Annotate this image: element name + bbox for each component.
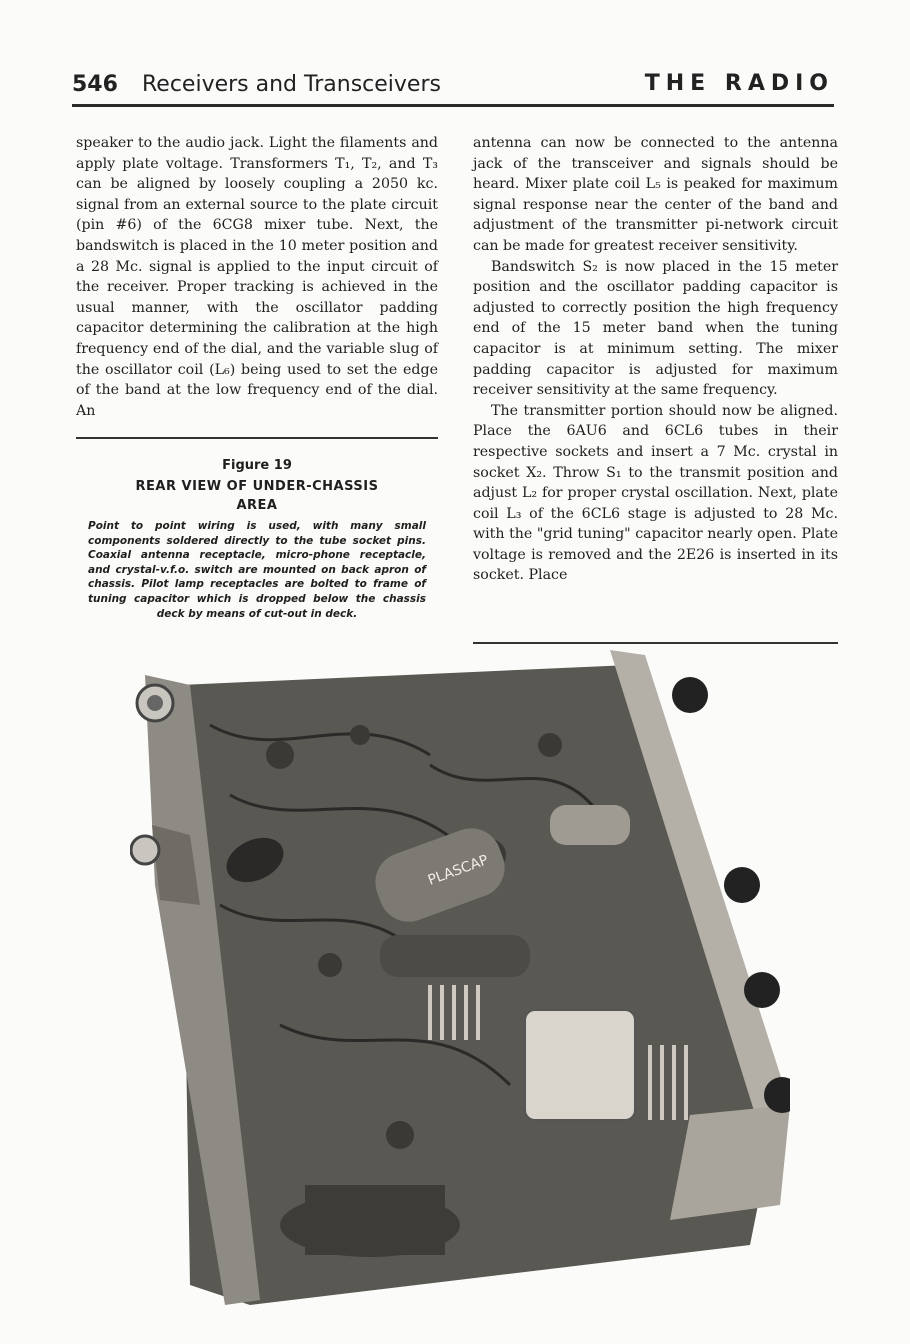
running-header bbox=[72, 68, 834, 104]
figure-number: Figure 19 bbox=[222, 458, 292, 473]
svg-text:PLASCAP: PLASCAP bbox=[425, 852, 491, 889]
right-column-rule bbox=[473, 642, 838, 644]
right-column bbox=[473, 133, 838, 586]
book-title: THE RADIO bbox=[644, 71, 834, 96]
header-rule bbox=[72, 104, 834, 107]
right-paragraph-1: antenna can now be connected to the antenna jack of the transceiver and signals should be heard. Mixer plate coil L₅ is peaked for maximum signal response near the center of the band and adjustment of the transmitter pi-network circuit can be made for greatest receiver sensitivity. bbox=[473, 135, 838, 254]
left-column-rule bbox=[76, 437, 438, 439]
left-paragraph-1: speaker to the audio jack. Light the filaments and apply plate voltage. Transformers T₁, T₂, and T₃ can be aligned by loosely coupling a 2050 kc. signal from an external source to the plate circuit (pin #6) of the 6CG8 mixer tube. Next, the bandswitch is placed in the 10 meter position and a 28 Mc. signal is applied to the input circuit of the receiver. Proper tracking is achieved in the usual manner, with the oscillator padding capacitor determining the calibration at the high frequency end of the dial, and the variable slug of the oscillator coil (L₆) being used to set the edge of the band at the low frequency end of the dial. An bbox=[76, 135, 438, 419]
figure-title-line-1: REAR VIEW OF UNDER-CHASSIS bbox=[135, 479, 379, 494]
page-number: 546 bbox=[72, 72, 118, 97]
figure-title-line-2: AREA bbox=[236, 498, 278, 513]
right-paragraph-2: Bandswitch S₂ is now placed in the 15 meter position and the oscillator padding capacitor is adjusted to correctly position the high frequency end of the 15 meter band when the tuning capacitor is at minimum setting. The mixer padding capacitor is adjusted for maximum receiver sensitivity at the same frequency. bbox=[473, 258, 838, 399]
right-paragraph-3: The transmitter portion should now be aligned. Place the 6AU6 and 6CL6 tubes in their respective sockets and insert a 7 Mc. crystal in socket X₂. Throw S₁ to the transmit position and adjust L₂ for proper crystal oscillation. Next, plate coil L₃ of the 6CL6 stage is adjusted to 28 Mc. with the "grid tuning" capacitor nearly open. Plate voltage is removed and the 2E26 is inserted in its socket. Place bbox=[473, 402, 838, 584]
chassis-photo bbox=[130, 645, 790, 1310]
figure-caption bbox=[76, 458, 438, 621]
figure-caption-text: Point to point wiring is used, with many small components soldered directly to the tube socket pins. Coaxial antenna receptacle, micro-phone receptacle, and crystal-v.f.o. switch are mounted on back apron of chassis. Pilot lamp receptacles are bolted to frame of tuning capacitor which is dropped below the chassis deck by means of cut-out in deck. bbox=[88, 520, 426, 620]
left-column bbox=[76, 133, 438, 421]
section-title: Receivers and Transceivers bbox=[142, 72, 441, 97]
